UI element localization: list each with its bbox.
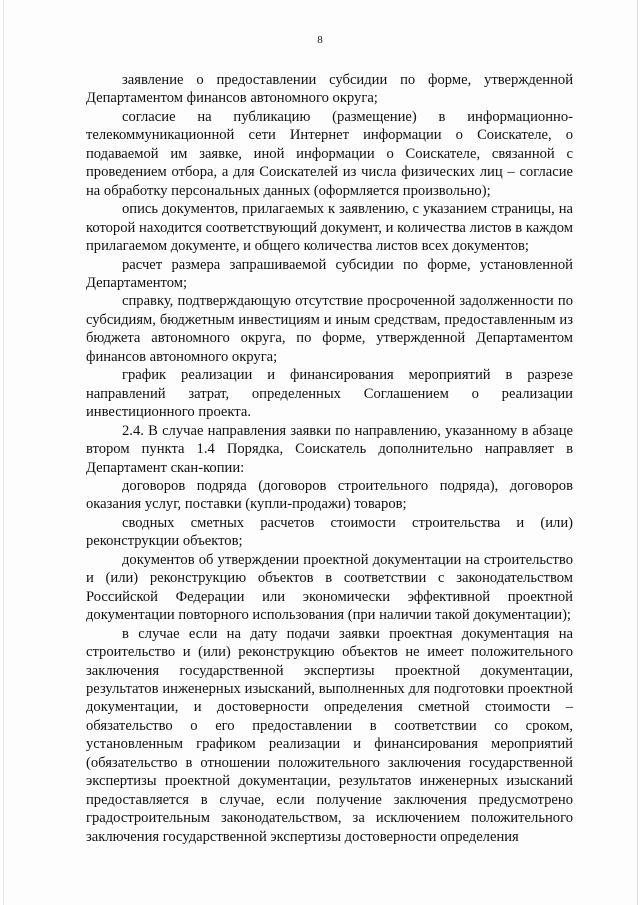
page-number: 8 xyxy=(317,34,323,46)
paragraph-inventory: опись документов, прилагаемых к заявлению, с указанием страницы, на которой находится соответствующий документ, и количества листов в каждом прилагаемом документе, и общего количества листов всех документов; xyxy=(86,201,573,255)
scan-edge-left xyxy=(3,0,4,905)
paragraph-estimates: сводных сметных расчетов стоимости строительства и (или) реконструкции объектов; xyxy=(86,514,573,550)
paragraph-consent: согласие на публикацию (размещение) в информационно-телекоммуникационной сети Интернет информации о Соискателе, о подаваемой им заявке, иной информации о Соискателе, связанной с проведением отбора, а для Соискателей из числа физических лиц – согласие на обработку персональных данных (оформляется произвольно); xyxy=(86,108,573,199)
paragraph-design-approval: документов об утверждении проектной документации на строительство и (или) реконструкцию объектов в соответствии с законодательством Российской Федерации или экономически эффективной проектной документации повторного использования (при наличии такой документации); xyxy=(86,551,573,624)
paragraph-expertise-obligation: в случае если на дату подачи заявки проектная документация на строительство и (или) реконструкцию объектов не имеет положительного заключения государственной экспертизы проектной документации, результатов инженерных изысканий, выполненных для подготовки проектной документации, и достоверности определения сметной стоимости – обязательство о его предоставлении в соответствии со сроком, установленным графиком реализации и финансирования мероприятий (обязательство в отношении положительного заключения государственной экспертизы проектной документации, результатов инженерных изысканий предоставляется в случае, если получение заключения предусмотрено градостроительным законодательством, за исключением положительного заключения государственной экспертизы достоверности определения xyxy=(86,625,573,845)
paragraph-clause-2-4: 2.4. В случае направления заявки по направлению, указанному в абзаце втором пункта 1.4 Порядка, Соискатель дополнительно направляет в Департамент скан-копии: xyxy=(86,422,573,476)
paragraph-application: заявление о предоставлении субсидии по форме, утвержденной Департаментом финансов автономного округа; xyxy=(86,72,573,107)
paragraph-debt-certificate: справку, подтверждающую отсутствие просроченной задолженности по субсидиям, бюджетным инвестициям и иным средствам, предоставленным из бюджета автономного округа, по форме, утвержденной Департаментом финансов автономного округа; xyxy=(86,293,573,365)
paragraph-contracts: договоров подряда (договоров строительного подряда), договоров оказания услуг, поставки (купли-продажи) товаров; xyxy=(86,477,573,513)
document-body xyxy=(86,71,573,846)
paragraph-subsidy-calculation: расчет размера запрашиваемой субсидии по форме, установленной Департаментом; xyxy=(86,256,573,291)
scan-edge-right xyxy=(637,0,638,905)
paragraph-schedule: график реализации и финансирования мероприятий в разрезе направлений затрат, определенных Соглашением о реализации инвестиционного проекта. xyxy=(86,367,573,421)
